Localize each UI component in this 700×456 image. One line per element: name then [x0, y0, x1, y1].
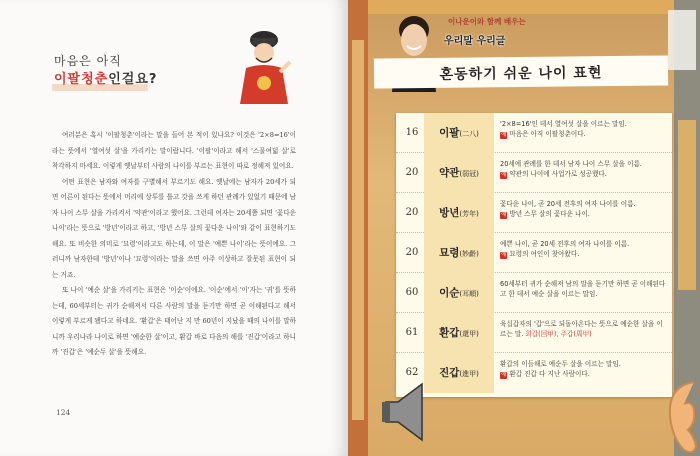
description-text: 20세에 관례를 한 데서 남자 나이 스무 살을 이름. [500, 160, 642, 168]
term-hanja: (二八) [459, 130, 479, 138]
newspaper-clipping [668, 10, 696, 70]
term-cell [424, 313, 494, 353]
example-text: 방년 스무 살의 꽃다운 나이. [509, 210, 590, 218]
age-terms-table [396, 113, 672, 397]
megaphone-icon [378, 378, 436, 444]
term-cell [424, 153, 494, 193]
age-number: 62 [405, 367, 419, 378]
example-badge: 예 [501, 372, 507, 378]
term-word: 약관 [439, 167, 460, 179]
term-word: 방년 [439, 207, 460, 219]
term-description [500, 319, 668, 339]
description-text: 예쁜 나이, 곧 20세 전후의 여자 나이를 이름. [500, 240, 630, 248]
page-title: 혼동하기 쉬운 나이 표현 [439, 65, 603, 83]
table-row [396, 113, 672, 153]
description-text: 환갑의 이듬해로 예순두 살을 이르는 말임. [500, 360, 621, 368]
heading-rest-text: 인걸요? [108, 72, 158, 87]
example-badge: 예 [501, 132, 507, 138]
description-text: 꽃다운 나이, 곧 20세 전후의 여자 나이를 이름. [500, 200, 636, 208]
term-hanja: (芳年) [459, 210, 479, 218]
age-number: 20 [405, 247, 419, 258]
term-cell [424, 233, 494, 273]
age-number: 20 [405, 207, 419, 218]
table-row [396, 153, 672, 193]
title-box [374, 55, 668, 88]
example-line [500, 129, 668, 139]
age-number: 60 [405, 287, 419, 298]
description-text: '2×8=16'인 데서 열여섯 살을 이르는 말임. [500, 120, 627, 128]
term-word: 묘령 [439, 247, 460, 259]
term-description [500, 199, 668, 219]
heading-line1: 마음은 아직 [54, 54, 122, 68]
brand-title: 우리말 우리글 [444, 36, 506, 47]
example-line [500, 209, 668, 219]
left-page [0, 0, 348, 456]
collage-left-paper [352, 40, 364, 420]
description-text: 육십갑자의 '갑'으로 되돌아온다는 뜻으로 예순한 살을 이르는 말. [500, 320, 663, 338]
term-word: 환갑 [439, 327, 460, 339]
table-row [396, 193, 672, 233]
term-description [500, 279, 668, 299]
table-row [396, 233, 672, 273]
term-word: 이순 [439, 287, 460, 299]
term-cell [424, 273, 494, 313]
term-description [500, 119, 668, 139]
example-badge: 예 [501, 212, 507, 218]
example-line [500, 169, 668, 179]
synonym-text: 회갑(回甲), 주갑(周甲) [525, 330, 592, 338]
term-cell [424, 113, 494, 153]
paragraph-3: 또 나이 '예순 살'을 가리키는 표현은 '이순'이에요. '이순'에서 '이'자는 '귀'를 뜻하는데, 60세부터는 귀가 순해져서 다른 사람의 말을 듣기만 하면 곧 이해된다고 해서 이렇게 부르게 됐다고 하네요. '환갑'은 태어난 지 만 60년이 지났을 때의 나이를 말하니까 우리나라 나이로 하면 '예순한 살'이고, 환갑 바로 다음의 해를 '진갑'이라고 하니까 '진갑'은 '예순두 살'을 뜻해요. [52, 286, 296, 356]
term-word: 진갑 [439, 367, 460, 379]
paragraph-2: 어떤 표현은 남자와 여자를 구별해서 부르기도 해요. 옛날에는 남자가 20세가 되면 어른이 된다는 뜻에서 머리에 상투를 틀고 갓을 쓰게 하던 관례가 있었기 때문에 남자 나이 스무 살을 가리켜서 '약관'이라고 했어요. 그런데 여자는 20세쯤 되면 '꽃다운 나이'라는 뜻으로 '방년'이라고 하고, '방년 스무 살의 꽃다운 나이'와 같이 표현하기도 해요. 또 비슷한 의미로 '묘령'이라고도 하는데, 이 말은 '예쁜 나이'라는 뜻이에요. 그러니까 남자한테 '방년'이나 '묘령'이라는 말을 쓰면 아주 이상하고 잘못된 표현이 되는 거죠. [52, 177, 296, 279]
example-text: 약관의 나이에 사업가로 성공했다. [509, 170, 607, 178]
example-line [500, 249, 668, 259]
paragraph-1: 여러분은 혹시 '이팔청춘'이라는 말을 들어 본 적이 있나요? 이것은 '2×8=16'이라는 뜻에서 '열여섯 살'을 가리키는 말이랍니다. '이팔'이라고 해서 '스물여덟 살'로 착각하지 마세요. 이렇게 옛날부터 사람의 나이를 부르는 표현이 따로 정해져 있어요. [52, 131, 296, 170]
description-text: 60세부터 귀가 순해져 남의 말을 듣기만 하면 곧 이해된다고 한 데서 예순 살을 이르는 말임. [500, 280, 666, 298]
term-hanja: (還甲) [459, 330, 479, 338]
example-line [500, 369, 668, 379]
table-row [396, 353, 672, 393]
table-row [396, 313, 672, 353]
page-number: 124 [56, 408, 71, 417]
term-hanja: (弱冠) [459, 170, 479, 178]
age-number: 16 [405, 127, 419, 138]
body-text [52, 128, 296, 361]
example-badge: 예 [501, 172, 507, 178]
term-description [500, 159, 668, 179]
example-text: 환갑 진갑 다 지난 사람이다. [509, 370, 590, 378]
term-word: 이팔 [439, 127, 460, 139]
heading-red-text: 이팔청춘 [54, 72, 109, 87]
age-number: 20 [405, 167, 419, 178]
heading-line2 [54, 68, 157, 87]
term-hanja: (妙齡) [459, 250, 479, 258]
ear-icon [664, 378, 700, 456]
term-hanja: (耳順) [459, 290, 479, 298]
term-description [500, 239, 668, 259]
term-cell [424, 193, 494, 233]
term-description [500, 359, 668, 379]
example-badge: 예 [501, 252, 507, 258]
table-row [396, 273, 672, 313]
brand-subtitle: 이나운이와 함께 배우는 [448, 17, 526, 26]
example-text: 마음은 아직 이팔청춘이다. [509, 130, 586, 138]
age-number: 61 [405, 327, 419, 338]
collage-right-paper [678, 120, 696, 290]
right-page [348, 0, 700, 456]
example-text: 묘령의 여인이 찾아왔다. [509, 250, 580, 258]
term-hanja: (進甲) [459, 370, 479, 378]
king-character-illustration [236, 28, 292, 106]
